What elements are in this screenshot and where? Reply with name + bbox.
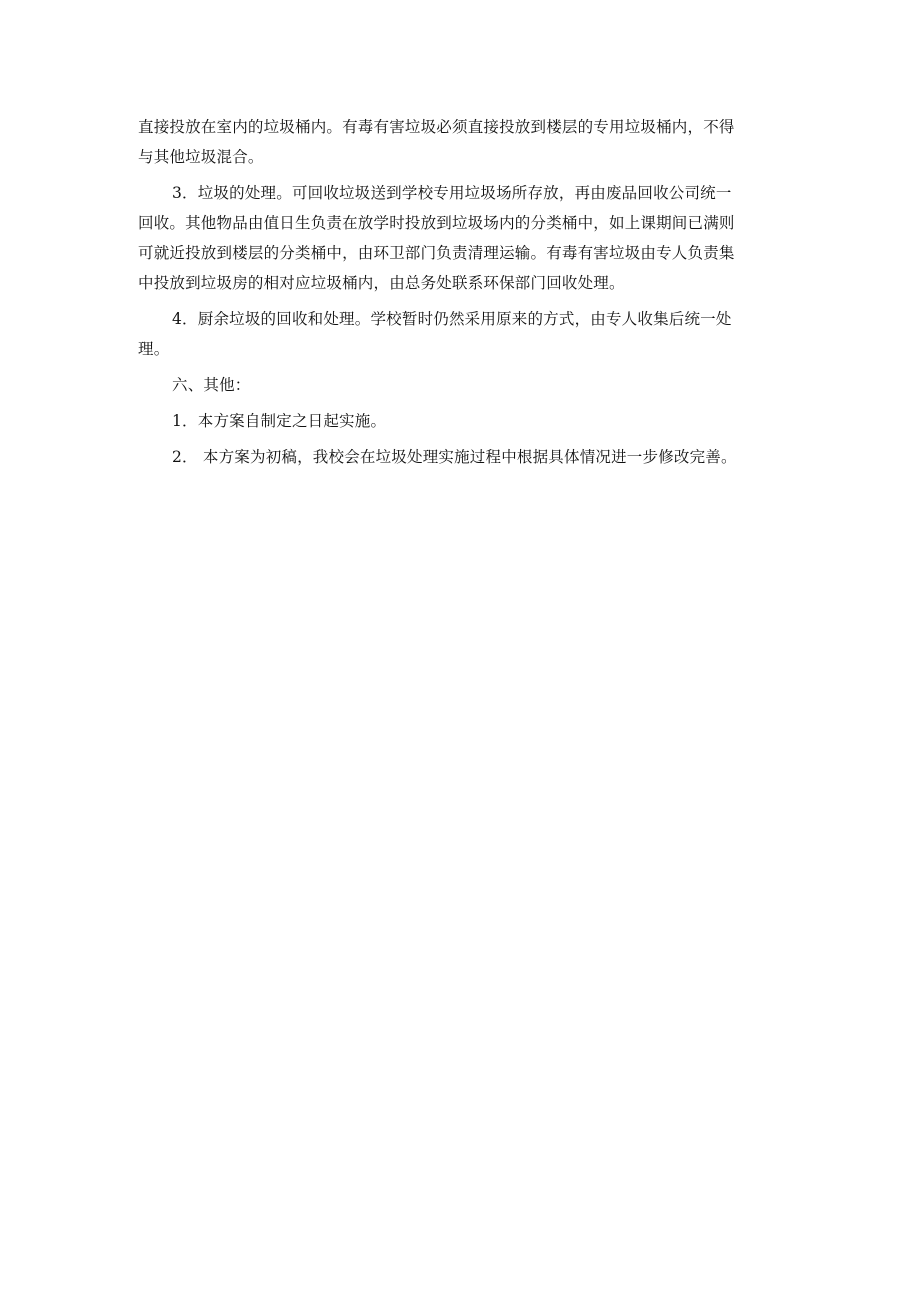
document-body [138, 112, 798, 478]
text-line: 直接投放在室内的垃圾桶内。有毒有害垃圾必须直接投放到楼层的专用垃圾桶内，不得 [138, 118, 735, 136]
text-line: 可就近投放到楼层的分类桶中，由环卫部门负责清理运输。有毒有害垃圾由专人负责集 [138, 244, 735, 262]
paragraph-item-2-draft-note [138, 442, 798, 472]
text-line: 2． 本方案为初稿，我校会在垃圾处理实施过程中根据具体情况进一步修改完善。 [172, 448, 737, 466]
text-line: 4．厨余垃圾的回收和处理。学校暂时仍然采用原来的方式，由专人收集后统一处 [172, 310, 732, 328]
paragraph-item-1-effective-date [138, 406, 798, 436]
text-line: 理。 [138, 340, 170, 358]
section-heading: 六、其他： [172, 376, 251, 394]
text-line: 1．本方案自制定之日起实施。 [172, 412, 387, 430]
text-line: 与其他垃圾混合。 [138, 148, 264, 166]
paragraph-item-4-kitchen-waste [138, 304, 798, 364]
paragraph-item-3-garbage-processing [138, 178, 798, 298]
text-line: 3．垃圾的处理。可回收垃圾送到学校专用垃圾场所存放，再由废品回收公司统一 [172, 184, 732, 202]
text-line: 回收。其他物品由值日生负责在放学时投放到垃圾场内的分类桶中，如上课期间已满则 [138, 214, 735, 232]
text-line: 中投放到垃圾房的相对应垃圾桶内，由总务处联系环保部门回收处理。 [138, 274, 625, 292]
paragraph-continued-disposal [138, 112, 798, 172]
section-heading-others [138, 370, 798, 400]
